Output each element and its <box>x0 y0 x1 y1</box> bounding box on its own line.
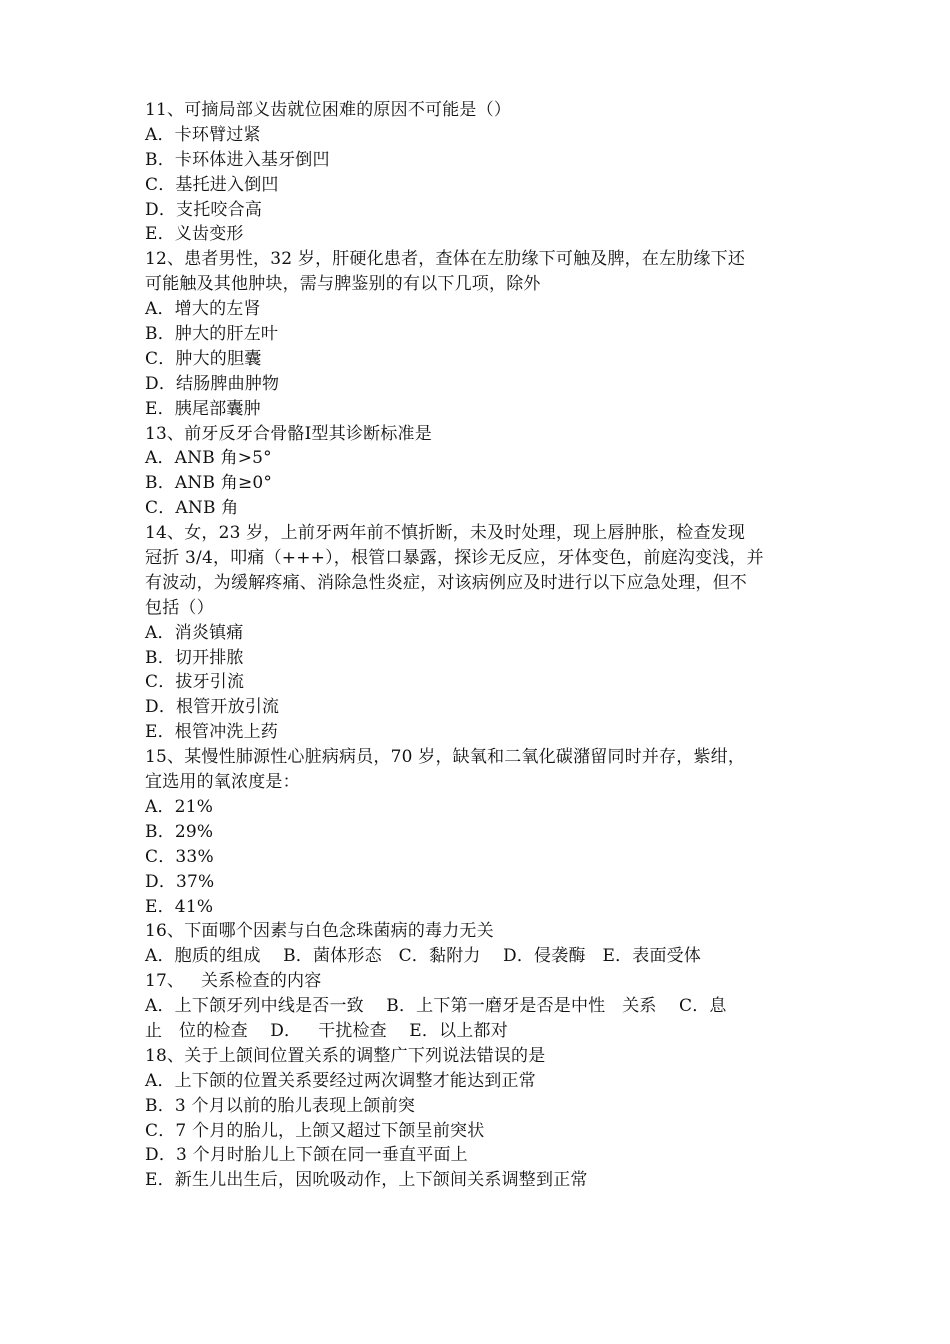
question-12-stem-line-2: 可能触及其他肿块，需与脾鉴别的有以下几项，除外 <box>145 274 541 295</box>
question-14-option-a: A．消炎镇痛 <box>145 622 244 643</box>
question-13-option-c: C．ANB 角 <box>145 498 239 519</box>
question-14-stem-line-3: 有波动，为缓解疼痛、消除急性炎症，对该病例应及时进行以下应急处理，但不 <box>145 572 747 593</box>
question-18-stem: 18、关于上颌间位置关系的调整广下列说法错误的是 <box>145 1045 546 1066</box>
question-13-option-b: B．ANB 角≥0° <box>145 473 273 494</box>
question-18-option-b: B．3 个月以前的胎儿表现上颌前突 <box>145 1095 416 1116</box>
question-14-option-d: D．根管开放引流 <box>145 697 280 718</box>
question-14-option-e: E．根管冲洗上药 <box>145 722 279 743</box>
question-14-option-c: C．拔牙引流 <box>145 672 245 693</box>
question-18-option-a: A．上下颌的位置关系要经过两次调整才能达到正常 <box>145 1070 536 1091</box>
question-18-option-c: C．7 个月的胎儿，上颌又超过下颌呈前突状 <box>145 1120 485 1141</box>
question-13-option-a: A．ANB 角>5° <box>145 448 272 469</box>
question-15-option-e: E．41% <box>145 896 214 917</box>
question-16-options: A．胞质的组成 B．菌体形态 C．黏附力 D．侵袭酶 E．表面受体 <box>145 946 702 967</box>
question-12-option-b: B．肿大的肝左叶 <box>145 324 279 345</box>
question-15-option-a: A．21% <box>145 796 214 817</box>
question-13-stem: 13、前牙反牙合骨骼Ⅰ型其诊断标准是 <box>145 423 432 444</box>
question-15-option-b: B．29% <box>145 821 214 842</box>
question-12-option-a: A．增大的左肾 <box>145 299 261 320</box>
question-11-option-d: D．支托咬合高 <box>145 199 263 220</box>
question-14-stem-line-2: 冠折 3/4，叩痛（+++），根管口暴露，探诊无反应，牙体变色，前庭沟变浅，并 <box>145 548 764 569</box>
question-14-stem-line-4: 包括（） <box>145 597 214 618</box>
question-11-stem: 11、可摘局部义齿就位困难的原因不可能是（） <box>145 100 512 120</box>
document-page <box>145 98 825 1193</box>
question-11-option-c: C．基托进入倒凹 <box>145 174 279 195</box>
question-14-option-b: B．切开排脓 <box>145 647 244 668</box>
question-11-option-e: E．义齿变形 <box>145 224 244 245</box>
question-17-options-line-2: 止 位的检查 D． 干扰检查 E．以上都对 <box>145 1020 508 1041</box>
question-12-option-d: D．结肠脾曲肿物 <box>145 373 280 394</box>
question-15-option-d: D．37% <box>145 871 215 892</box>
question-12-stem-line-1: 12、患者男性，32 岁，肝硬化患者，查体在左肋缘下可触及脾，在左肋缘下还 <box>145 249 746 270</box>
question-11-option-a: A．卡环臂过紧 <box>145 124 261 145</box>
question-17-options-line-1: A．上下颌牙列中线是否一致 B．上下第一磨牙是否是中性 关系 C．息 <box>145 996 727 1017</box>
question-18-option-e: E．新生儿出生后，因吮吸动作，上下颌间关系调整到正常 <box>145 1170 588 1191</box>
question-12-option-c: C．肿大的胆囊 <box>145 348 262 369</box>
question-15-option-c: C．33% <box>145 846 214 867</box>
question-16-stem: 16、下面哪个因素与白色念珠菌病的毒力无关 <box>145 921 494 942</box>
question-18-option-d: D．3 个月时胎儿上下颌在同一垂直平面上 <box>145 1145 468 1166</box>
question-15-stem-line-2: 宜选用的氧浓度是： <box>145 772 300 793</box>
question-15-stem-line-1: 15、某慢性肺源性心脏病病员，70 岁，缺氧和二氧化碳潴留同时并存，紫绀， <box>145 747 746 768</box>
question-17-stem: 17、 关系检查的内容 <box>145 971 322 992</box>
question-12-option-e: E．胰尾部囊肿 <box>145 398 261 419</box>
question-14-stem-line-1: 14、女，23 岁，上前牙两年前不慎折断，未及时处理，现上唇肿胀，检查发现 <box>145 523 746 544</box>
question-11-option-b: B．卡环体进入基牙倒凹 <box>145 149 330 170</box>
